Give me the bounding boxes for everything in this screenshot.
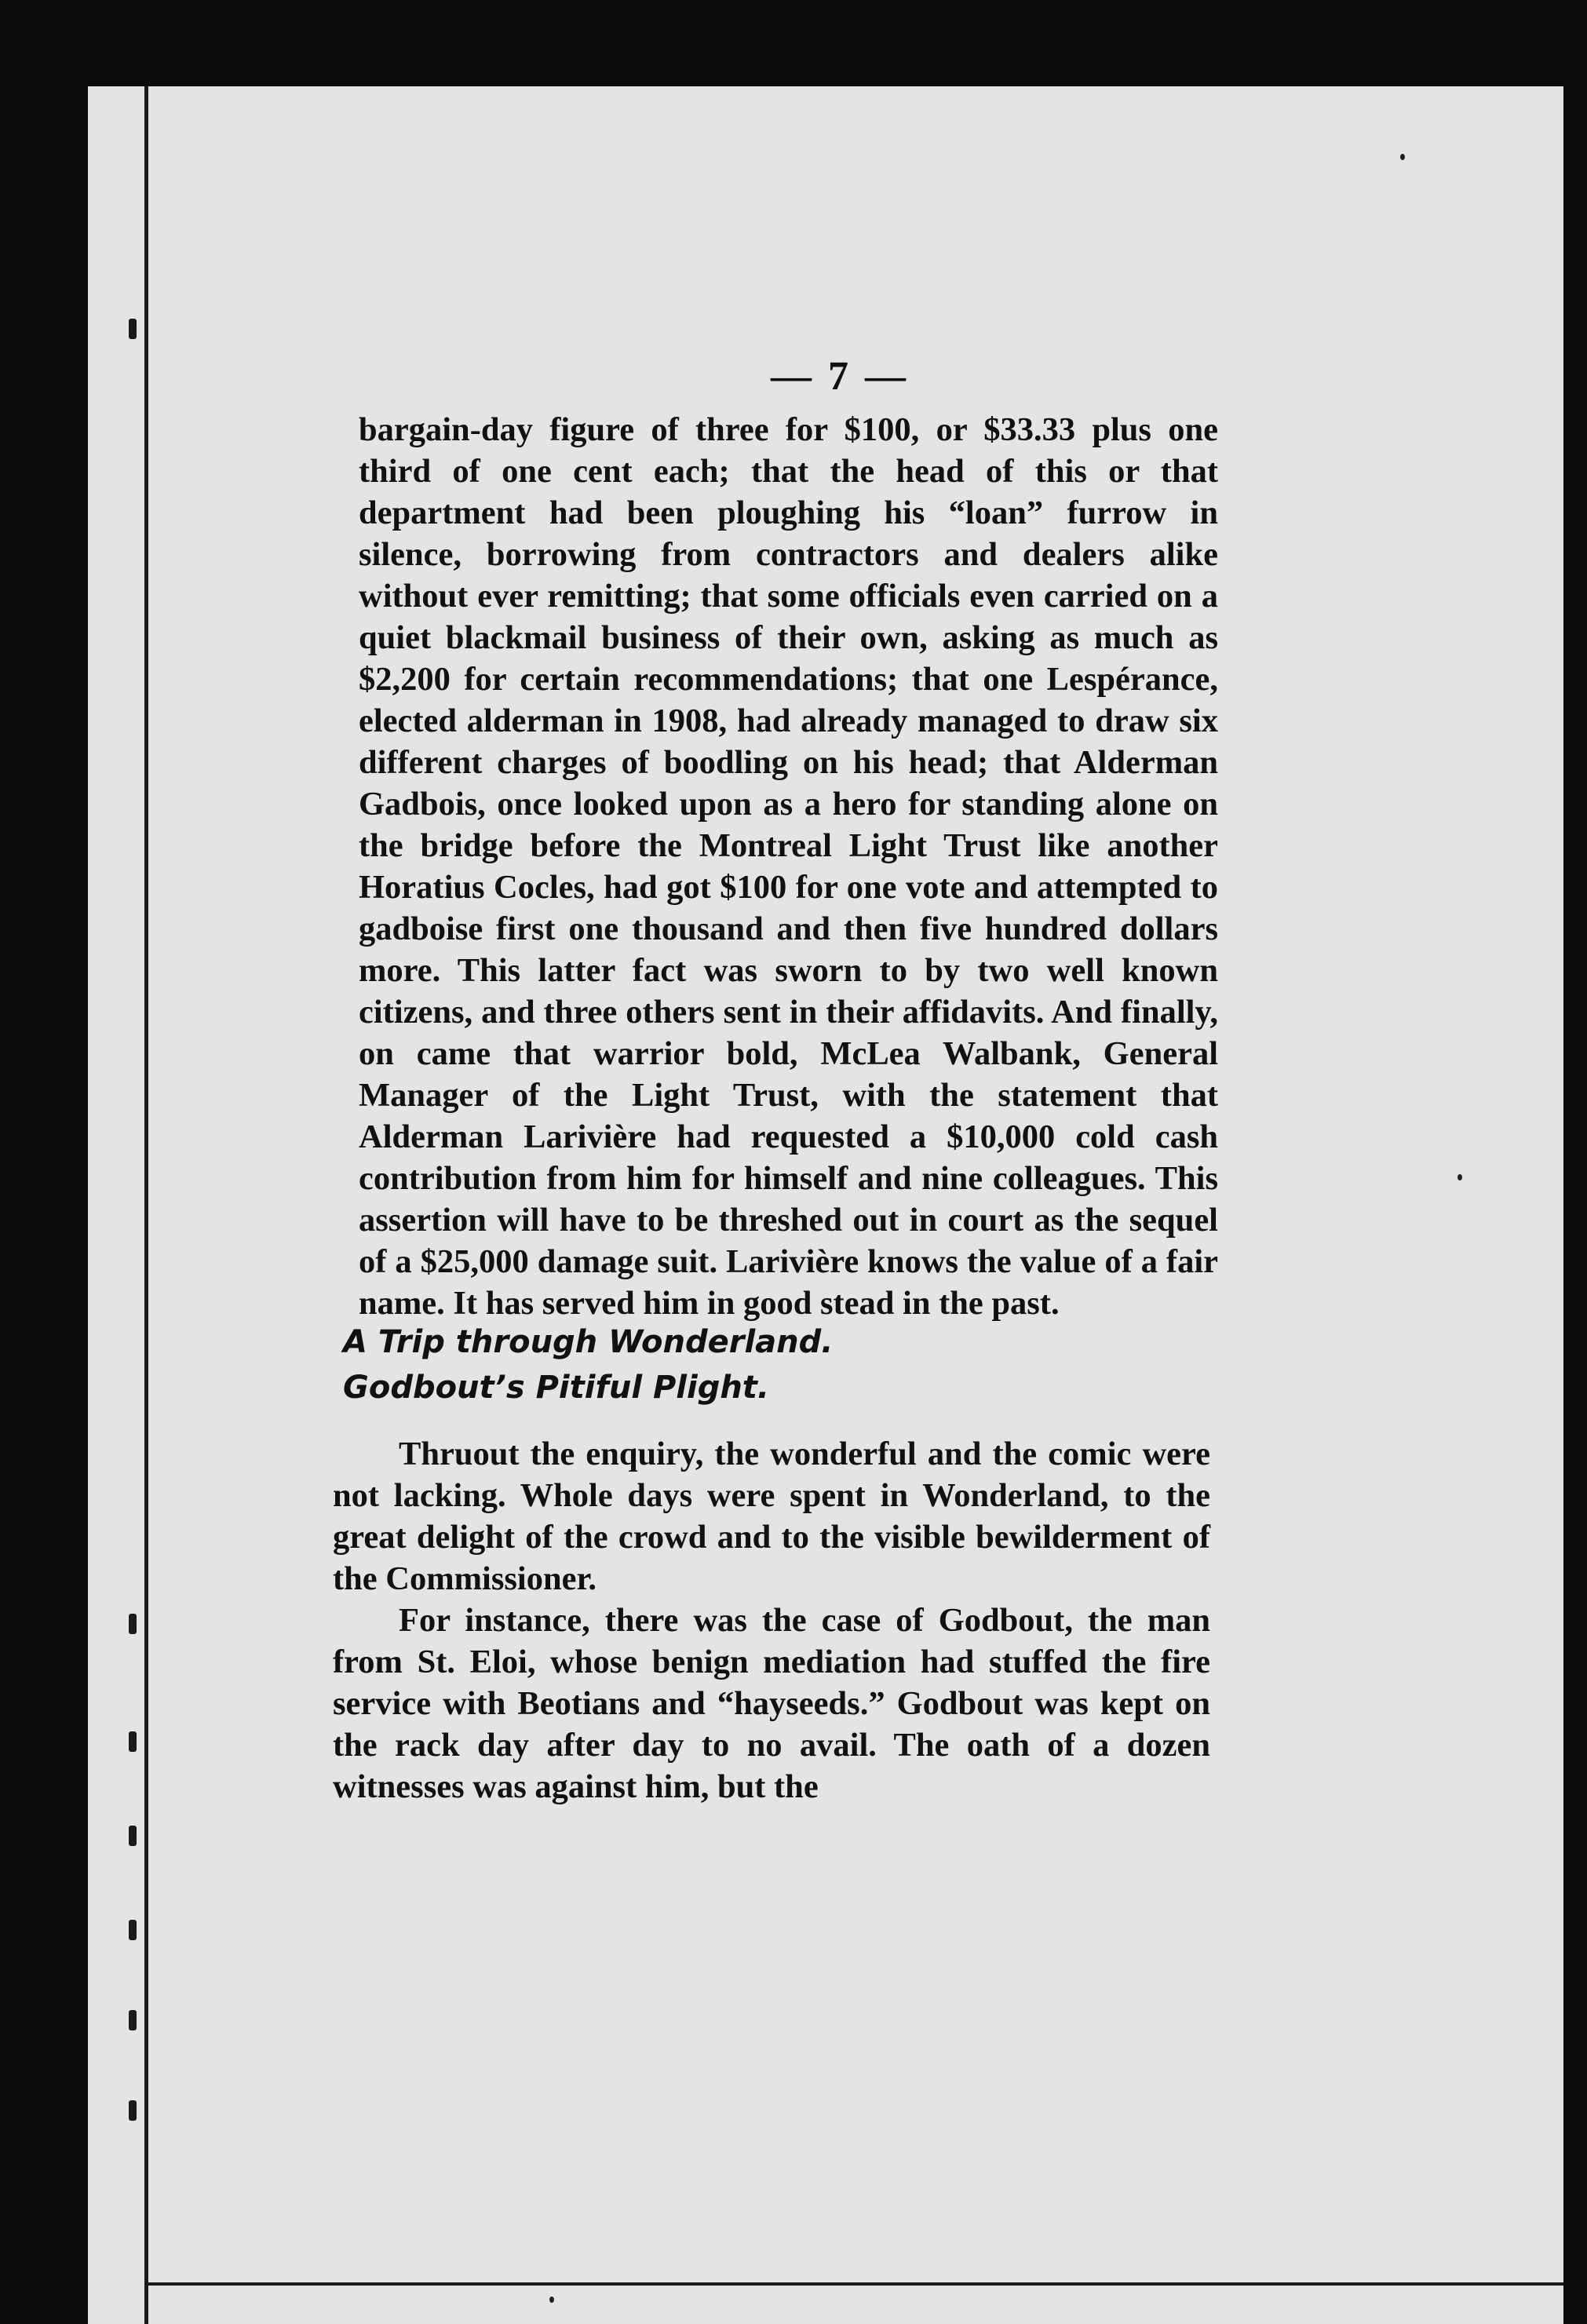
binding-mark [129, 1614, 137, 1634]
binding-mark [129, 1826, 137, 1846]
binding-mark [129, 2100, 137, 2121]
dust-speck [1457, 1174, 1462, 1180]
section-heading-line-2: Godbout’s Pitiful Plight. [343, 1370, 770, 1406]
dust-speck [549, 2297, 554, 2303]
continuation-paragraph: bargain-day figure of three for $100, or $33.33 plus one third of one cent each; that the head of this or that department had been ploughing his “loan” furrow in silence, borrowing from contractors and dealers alike without ever remitting; that some officials even carried on a quiet blackmail business of their own, asking as much as $2,200 for certain recommendations; that one Lespérance, elected alderman in 1908, had already managed to draw six different charges of boodling on his head; that Alderman Gadbois, once looked upon as a hero for standing alone on the bridge before the Montreal Light Trust like another Horatius Cocles, had got $100 for one vote and attempted to gadboise first one thousand and then five hundred dollars more. This latter fact was sworn to by two well known citizens, and three others sent in their affidavits. And finally, on came that warrior bold, McLea Walbank, General Manager of the Light Trust, with the statement that Alderman Larivière had requested a $10,000 cold cash contribution from him for himself and nine colleagues. This assertion will have to be threshed out in court as the sequel of a $25,000 damage suit. Larivière knows the value of a fair name. It has served him in good stead in the past. [359, 411, 1218, 1322]
scan-border-top [0, 0, 1587, 86]
binding-mark [129, 319, 137, 339]
binding-mark [129, 1920, 137, 1940]
section-paragraph-1: Thruout the enquiry, the wonderful and the comic were not lacking. Whole days were spent in Wonderland, to the great delight of the crowd and to the visible bewilderment of the Commissioner. [333, 1436, 1210, 1597]
binding-mark [129, 1731, 137, 1752]
bottom-edge-line [144, 2282, 1565, 2286]
section-body [333, 1433, 1210, 1808]
section-heading-line-1: A Trip through Wonderland. [343, 1324, 834, 1360]
binding-edge-line [144, 75, 148, 2324]
section-heading [343, 1319, 1049, 1410]
page-number: — 7 — [771, 354, 909, 399]
scanned-page [88, 75, 1565, 2324]
binding-mark [129, 2010, 137, 2030]
section-paragraph-2: For instance, there was the case of Godbout, the man from St. Eloi, whose benign mediation had stuffed the fire service with Beotians and “hayseeds.” Godbout was kept on the rack day after day to no avail. The oath of a dozen witnesses was against him, but the [333, 1602, 1210, 1805]
dust-speck [1400, 154, 1405, 160]
scan-border-right [1563, 0, 1587, 2324]
